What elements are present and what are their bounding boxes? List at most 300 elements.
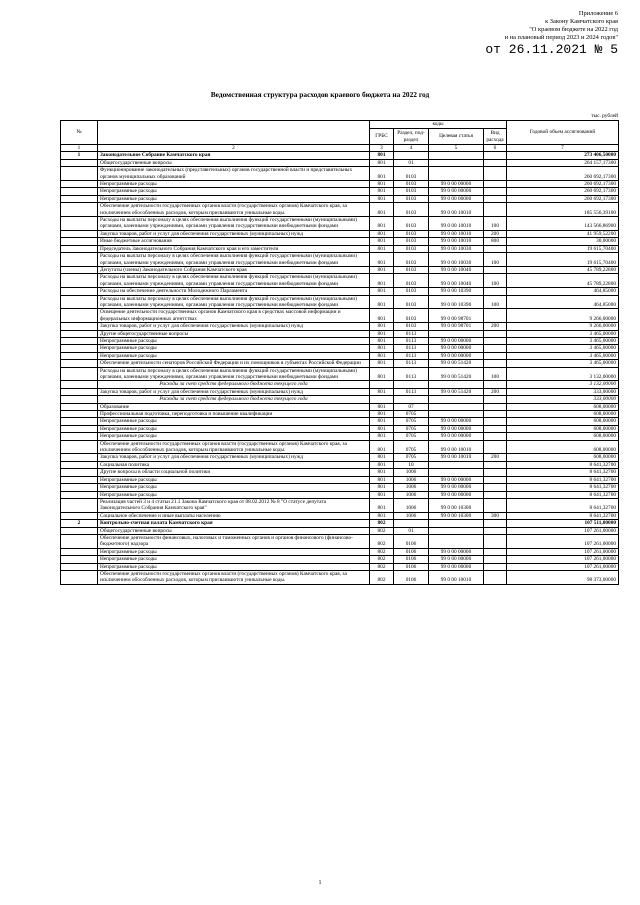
grbs-cell: 801	[370, 230, 394, 237]
amount-cell: 9 266,00000	[507, 323, 619, 330]
row-name-cell: Обеспечение деятельности финансовых, налоговых и таможенных органов и органов финансового (финансово-бюджетного) надзора	[98, 534, 370, 548]
header-codes: коды	[370, 121, 507, 129]
expense-type-cell: 100	[484, 274, 507, 288]
section-cell: 0103	[394, 217, 429, 231]
amount-cell: 107 511,00000	[507, 520, 619, 527]
grbs-cell: 801	[370, 245, 394, 252]
col-number: 7	[507, 145, 619, 152]
grbs-cell: 801	[370, 152, 394, 159]
row-number-cell	[61, 167, 98, 181]
table-row	[61, 274, 619, 288]
target-article-cell: 99 0 00 10010	[429, 570, 484, 584]
table-row	[61, 309, 619, 323]
grbs-cell: 801	[370, 433, 394, 440]
table-row	[61, 476, 619, 483]
section-cell: 0113	[394, 330, 429, 337]
table-row	[61, 360, 619, 367]
grbs-cell: 801	[370, 159, 394, 166]
row-number-cell	[61, 491, 98, 498]
amount-cell: 8 641,32700	[507, 512, 619, 519]
table-row	[61, 570, 619, 584]
row-name-cell: Непрограммные расходы	[98, 195, 370, 202]
expense-type-cell	[484, 188, 507, 195]
row-name-cell: Расходы за счет средств федерального бюджета текущего года	[98, 396, 370, 403]
col-number: 3	[370, 145, 394, 152]
table-row	[61, 556, 619, 563]
target-article-cell: 99 0 00 00000	[429, 181, 484, 188]
section-cell: 0103	[394, 238, 429, 245]
expense-type-cell: 100	[484, 253, 507, 267]
amount-cell: 8 641,32700	[507, 469, 619, 476]
amount-cell: 260 692,17300	[507, 195, 619, 202]
grbs-cell: 801	[370, 440, 394, 454]
section-cell: 1006	[394, 476, 429, 483]
expense-type-cell	[484, 337, 507, 344]
amount-cell: 3 465,00000	[507, 337, 619, 344]
header-grbs: ГРБС	[370, 129, 394, 145]
section-cell: 0103	[394, 188, 429, 195]
expense-type-cell	[484, 345, 507, 352]
grbs-cell: 801	[370, 266, 394, 273]
amount-cell: 3 465,00000	[507, 352, 619, 359]
expense-type-cell	[484, 534, 507, 548]
amount-cell: 464,85000	[507, 295, 619, 309]
row-number-cell	[61, 381, 98, 388]
expense-type-cell	[484, 203, 507, 217]
target-article-cell: 99 0 00 98701	[429, 323, 484, 330]
grbs-cell: 801	[370, 418, 394, 425]
table-row	[61, 245, 619, 252]
section-cell: 1006	[394, 491, 429, 498]
table-row	[61, 527, 619, 534]
amount-cell: 608,00000	[507, 440, 619, 454]
section-cell: 0103	[394, 195, 429, 202]
amount-cell: 45 789,22800	[507, 266, 619, 273]
table-row	[61, 266, 619, 273]
row-number-cell: 2	[61, 520, 98, 527]
target-article-cell	[429, 527, 484, 534]
row-name-cell: Расходы на выплаты персоналу в целях обеспечения выполнения функций государственными (муниципальными) органами, казенными учреждениями, органами управления государственными внебюджетными фондами	[98, 274, 370, 288]
target-article-cell	[429, 159, 484, 166]
table-row	[61, 330, 619, 337]
section-cell: 0705	[394, 411, 429, 418]
expense-type-cell	[484, 403, 507, 410]
row-name-cell: Освещение деятельности государственных органов Камчатского края в средствах массовой информации и федеральных информационных агентствах	[98, 309, 370, 323]
target-article-cell	[429, 330, 484, 337]
row-name-cell: Непрограммные расходы	[98, 181, 370, 188]
appendix-line-3: "О краевом бюджете на 2022 год	[529, 26, 618, 33]
row-number-cell	[61, 498, 98, 512]
row-number-cell	[61, 295, 98, 309]
expense-type-cell	[484, 469, 507, 476]
row-name-cell: Обеспечение деятельности государственных органов власти (государственных органов) Камчатского края, за исключением обособленных расходов, которым присваиваются уникальные коды.	[98, 440, 370, 454]
row-number-cell	[61, 217, 98, 231]
table-row	[61, 159, 619, 166]
row-name-cell: Непрограммные расходы	[98, 352, 370, 359]
section-cell: 0106	[394, 563, 429, 570]
grbs-cell: 801	[370, 345, 394, 352]
row-name-cell: Непрограммные расходы	[98, 476, 370, 483]
table-row	[61, 288, 619, 295]
row-number-cell	[61, 274, 98, 288]
row-number-cell	[61, 403, 98, 410]
grbs-cell: 801	[370, 195, 394, 202]
target-article-cell: 99 0 00 10010	[429, 454, 484, 461]
amount-cell: 143 566,86900	[507, 217, 619, 231]
table-row	[61, 548, 619, 555]
expense-type-cell	[484, 548, 507, 555]
section-cell	[394, 381, 429, 388]
target-article-cell: 99 0 00 00000	[429, 337, 484, 344]
grbs-cell: 801	[370, 274, 394, 288]
row-number-cell	[61, 476, 98, 483]
expense-type-cell: 100	[484, 217, 507, 231]
target-article-cell: 99 0 00 10010	[429, 230, 484, 237]
row-name-cell: Непрограммные расходы	[98, 425, 370, 432]
table-row	[61, 498, 619, 512]
row-number-cell	[61, 337, 98, 344]
table-row	[61, 454, 619, 461]
row-name-cell: Законодательное Собрание Камчатского края	[98, 152, 370, 159]
target-article-cell: 99 0 00 51420	[429, 367, 484, 381]
amount-cell: 9 266,00000	[507, 309, 619, 323]
section-cell: 0106	[394, 556, 429, 563]
target-article-cell	[429, 411, 484, 418]
expense-type-cell	[484, 563, 507, 570]
amount-cell: 185 556,39100	[507, 203, 619, 217]
grbs-cell: 801	[370, 461, 394, 468]
grbs-cell: 801	[370, 203, 394, 217]
row-number-cell	[61, 159, 98, 166]
section-cell: 0103	[394, 245, 429, 252]
section-cell: 0705	[394, 433, 429, 440]
expense-type-cell: 200	[484, 454, 507, 461]
amount-cell: 98 373,00000	[507, 570, 619, 584]
row-name-cell: Расходы на выплаты персоналу в целях обеспечения выполнения функций государственными (муниципальными) органами, казенными учреждениями, органами управления государственными внебюджетными фондами	[98, 253, 370, 267]
grbs-cell	[370, 381, 394, 388]
appendix-line-1: Приложение 6	[578, 10, 618, 17]
expense-type-cell	[484, 418, 507, 425]
row-number-cell	[61, 323, 98, 330]
amount-cell: 107 261,00000	[507, 563, 619, 570]
col-number: 5	[429, 145, 484, 152]
grbs-cell: 802	[370, 520, 394, 527]
amount-cell: 107 261,00000	[507, 556, 619, 563]
target-article-cell: 99 0 00 00000	[429, 345, 484, 352]
date-stamp: от 26.11.2021 № 5	[485, 42, 618, 57]
grbs-cell	[370, 396, 394, 403]
expense-type-cell	[484, 360, 507, 367]
expense-type-cell	[484, 152, 507, 159]
row-number-cell	[61, 195, 98, 202]
table-row	[61, 238, 619, 245]
expense-type-cell	[484, 527, 507, 534]
amount-cell: 260 692,17300	[507, 188, 619, 195]
row-name-cell: Образование	[98, 403, 370, 410]
amount-cell: 41 959,52200	[507, 230, 619, 237]
target-article-cell: 99 0 00 10040	[429, 274, 484, 288]
expense-type-cell	[484, 484, 507, 491]
section-cell: 0103	[394, 230, 429, 237]
table-row	[61, 295, 619, 309]
row-number-cell	[61, 330, 98, 337]
col-number: 1	[61, 145, 98, 152]
target-article-cell: 99 0 00 00000	[429, 418, 484, 425]
row-number-cell	[61, 367, 98, 381]
expense-type-cell	[484, 396, 507, 403]
row-name-cell: Обеспечение деятельности государственных органов власти (государственных органов) Камчатского края, за исключением обособленных расходов, которым присваиваются уникальные коды.	[98, 570, 370, 584]
amount-cell: 608,00000	[507, 425, 619, 432]
grbs-cell: 801	[370, 388, 394, 395]
grbs-cell: 801	[370, 360, 394, 367]
section-cell: 0113	[394, 360, 429, 367]
section-cell: 0103	[394, 181, 429, 188]
row-name-cell: Социальное обеспечение и иные выплаты населению	[98, 512, 370, 519]
section-cell: 10	[394, 461, 429, 468]
row-number-cell	[61, 352, 98, 359]
appendix-line-4: и на плановый период 2023 и 2024 годов"	[504, 34, 618, 41]
row-number-cell	[61, 253, 98, 267]
section-cell: 01	[394, 527, 429, 534]
amount-cell: 107 261,00000	[507, 527, 619, 534]
row-number-cell	[61, 469, 98, 476]
appendix-header	[398, 10, 618, 57]
amount-cell: 608,00000	[507, 418, 619, 425]
target-article-cell	[429, 461, 484, 468]
amount-cell: 260 692,17300	[507, 181, 619, 188]
units-label: тыс. рублей	[591, 113, 618, 119]
grbs-cell: 801	[370, 367, 394, 381]
table-row	[61, 345, 619, 352]
table-row	[61, 167, 619, 181]
header-amount: Годовой объем ассигнований	[507, 121, 619, 145]
expense-type-cell	[484, 330, 507, 337]
grbs-cell: 801	[370, 167, 394, 181]
row-number-cell: 1	[61, 152, 98, 159]
section-cell: 0113	[394, 345, 429, 352]
amount-cell: 3 465,00000	[507, 330, 619, 337]
col-number: 4	[394, 145, 429, 152]
target-article-cell	[429, 152, 484, 159]
row-name-cell: Обеспечение деятельности сенаторов Российской Федерации и их помощников в субъектах Российской Федерации	[98, 360, 370, 367]
target-article-cell: 99 0 00 10010	[429, 440, 484, 454]
row-number-cell	[61, 309, 98, 323]
row-name-cell: Расходы на выплаты персоналу в целях обеспечения выполнения функций государственными (муниципальными) органами, казенными учреждениями, органами управления государственными внебюджетными фондами	[98, 295, 370, 309]
grbs-cell: 801	[370, 323, 394, 330]
grbs-cell: 802	[370, 548, 394, 555]
header-type: Вид расхода	[484, 129, 507, 145]
section-cell: 01	[394, 159, 429, 166]
grbs-cell: 801	[370, 411, 394, 418]
amount-cell: 608,00000	[507, 454, 619, 461]
target-article-cell: 99 0 00 98701	[429, 309, 484, 323]
row-number-cell	[61, 512, 98, 519]
target-article-cell: 99 0 00 10010	[429, 217, 484, 231]
grbs-cell: 801	[370, 498, 394, 512]
row-number-cell	[61, 266, 98, 273]
grbs-cell: 801	[370, 238, 394, 245]
row-number-cell	[61, 245, 98, 252]
amount-cell: 30,00000	[507, 238, 619, 245]
amount-cell: 464,85000	[507, 288, 619, 295]
table-row	[61, 425, 619, 432]
expense-type-cell: 800	[484, 238, 507, 245]
section-cell: 0103	[394, 253, 429, 267]
target-article-cell: 99 0 00 10040	[429, 266, 484, 273]
row-number-cell	[61, 418, 98, 425]
amount-cell: 3 465,00000	[507, 360, 619, 367]
grbs-cell: 801	[370, 288, 394, 295]
table-row	[61, 230, 619, 237]
target-article-cell: 99 0 00 00000	[429, 563, 484, 570]
row-number-cell	[61, 433, 98, 440]
target-article-cell: 99 0 00 10030	[429, 253, 484, 267]
table-row	[61, 563, 619, 570]
row-name-cell: Депутаты (члены) Законодательного Собрания Камчатского края	[98, 266, 370, 273]
section-cell: 0106	[394, 534, 429, 548]
expense-type-cell	[484, 167, 507, 181]
amount-cell: 3 132,00000	[507, 381, 619, 388]
row-number-cell	[61, 440, 98, 454]
section-cell: 1006	[394, 484, 429, 491]
row-name-cell: Социальная политика	[98, 461, 370, 468]
row-number-cell	[61, 360, 98, 367]
section-cell: 0705	[394, 454, 429, 461]
target-article-cell	[429, 520, 484, 527]
target-article-cell: 99 0 00 51420	[429, 388, 484, 395]
col-number: 2	[98, 145, 370, 152]
table-row	[61, 203, 619, 217]
amount-cell: 107 261,00000	[507, 548, 619, 555]
section-cell: 0106	[394, 548, 429, 555]
row-name-cell: Обеспечение деятельности государственных органов власти (государственных органов) Камчатского края, за исключением обособленных расходов, которым присваиваются уникальные коды.	[98, 203, 370, 217]
target-article-cell: 99 0 00 00000	[429, 484, 484, 491]
target-article-cell	[429, 534, 484, 548]
section-cell: 07	[394, 403, 429, 410]
row-name-cell: Другие вопросы в области социальной политики	[98, 469, 370, 476]
row-name-cell: Непрограммные расходы	[98, 345, 370, 352]
row-number-cell	[61, 484, 98, 491]
section-cell: 1006	[394, 498, 429, 512]
amount-cell: 8 641,32700	[507, 498, 619, 512]
section-cell: 0103	[394, 295, 429, 309]
target-article-cell	[429, 381, 484, 388]
table-row	[61, 253, 619, 267]
expense-type-cell	[484, 266, 507, 273]
row-name-cell: Непрограммные расходы	[98, 433, 370, 440]
expense-type-cell	[484, 181, 507, 188]
table-row	[61, 440, 619, 454]
table-row	[61, 217, 619, 231]
table-row	[61, 403, 619, 410]
amount-cell: 333,00000	[507, 396, 619, 403]
row-name-cell: Закупка товаров, работ и услуг для обеспечения государственных (муниципальных) нужд	[98, 454, 370, 461]
table-row	[61, 195, 619, 202]
row-name-cell: Непрограммные расходы	[98, 556, 370, 563]
row-number-cell	[61, 461, 98, 468]
amount-cell: 608,00000	[507, 411, 619, 418]
grbs-cell: 801	[370, 403, 394, 410]
row-name-cell: Расходы за счет средств федерального бюджета текущего года	[98, 381, 370, 388]
target-article-cell: 99 0 00 10010	[429, 203, 484, 217]
table-row	[61, 411, 619, 418]
expense-type-cell: 100	[484, 295, 507, 309]
section-cell: 0103	[394, 203, 429, 217]
amount-cell: 19 615,70400	[507, 245, 619, 252]
table-row	[61, 181, 619, 188]
grbs-cell: 801	[370, 491, 394, 498]
row-name-cell: Контрольно-счетная палата Камчатского края	[98, 520, 370, 527]
appendix-line-2: к Закону Камчатского края	[545, 18, 618, 25]
table-row	[61, 491, 619, 498]
amount-cell: 608,00000	[507, 433, 619, 440]
section-cell: 1006	[394, 512, 429, 519]
section-cell: 0113	[394, 367, 429, 381]
amount-cell: 260 692,17300	[507, 167, 619, 181]
table-row	[61, 396, 619, 403]
table-row	[61, 469, 619, 476]
target-article-cell: 99 0 00 51420	[429, 360, 484, 367]
header-num: №	[61, 121, 98, 145]
grbs-cell: 801	[370, 188, 394, 195]
grbs-cell: 802	[370, 570, 394, 584]
grbs-cell: 801	[370, 425, 394, 432]
section-cell: 0103	[394, 167, 429, 181]
grbs-cell: 801	[370, 476, 394, 483]
row-number-cell	[61, 203, 98, 217]
grbs-cell: 802	[370, 534, 394, 548]
expense-type-cell	[484, 461, 507, 468]
grbs-cell: 801	[370, 512, 394, 519]
row-name-cell: Непрограммные расходы	[98, 337, 370, 344]
row-name-cell: Функционирование законодательных (представительных) органов государственной власти и представительных органов муниципальных образований	[98, 167, 370, 181]
table-row	[61, 433, 619, 440]
amount-cell: 8 641,32700	[507, 461, 619, 468]
row-name-cell: Непрограммные расходы	[98, 563, 370, 570]
row-name-cell: Непрограммные расходы	[98, 484, 370, 491]
target-article-cell: 99 0 00 00000	[429, 476, 484, 483]
expense-type-cell	[484, 411, 507, 418]
table-row	[61, 381, 619, 388]
amount-cell: 45 789,22800	[507, 274, 619, 288]
amount-cell: 333,00000	[507, 388, 619, 395]
row-name-cell: Другие общегосударственные вопросы	[98, 330, 370, 337]
target-article-cell	[429, 403, 484, 410]
row-name-cell: Непрограммные расходы	[98, 188, 370, 195]
expense-type-cell: 200	[484, 230, 507, 237]
expense-type-cell	[484, 309, 507, 323]
row-name-cell: Общегосударственные вопросы	[98, 527, 370, 534]
table-row	[61, 152, 619, 159]
expense-type-cell: 100	[484, 367, 507, 381]
budget-table	[60, 120, 619, 585]
target-article-cell: 99 0 00 10390	[429, 288, 484, 295]
row-number-cell	[61, 188, 98, 195]
amount-cell: 107 261,00000	[507, 534, 619, 548]
expense-type-cell	[484, 476, 507, 483]
row-number-cell	[61, 563, 98, 570]
row-number-cell	[61, 230, 98, 237]
row-number-cell	[61, 238, 98, 245]
row-number-cell	[61, 534, 98, 548]
target-article-cell: 99 0 00 10010	[429, 238, 484, 245]
table-row	[61, 188, 619, 195]
expense-type-cell	[484, 159, 507, 166]
row-number-cell	[61, 425, 98, 432]
row-name-cell: Реализация частей 3 и 4 статьи 21.1 Закона Камчатского края от 08.02.2012 № 8 "О статусе депутата Законодательного Собрания Камчатского края"	[98, 498, 370, 512]
section-cell: 0103	[394, 309, 429, 323]
amount-cell: 8 641,32700	[507, 491, 619, 498]
